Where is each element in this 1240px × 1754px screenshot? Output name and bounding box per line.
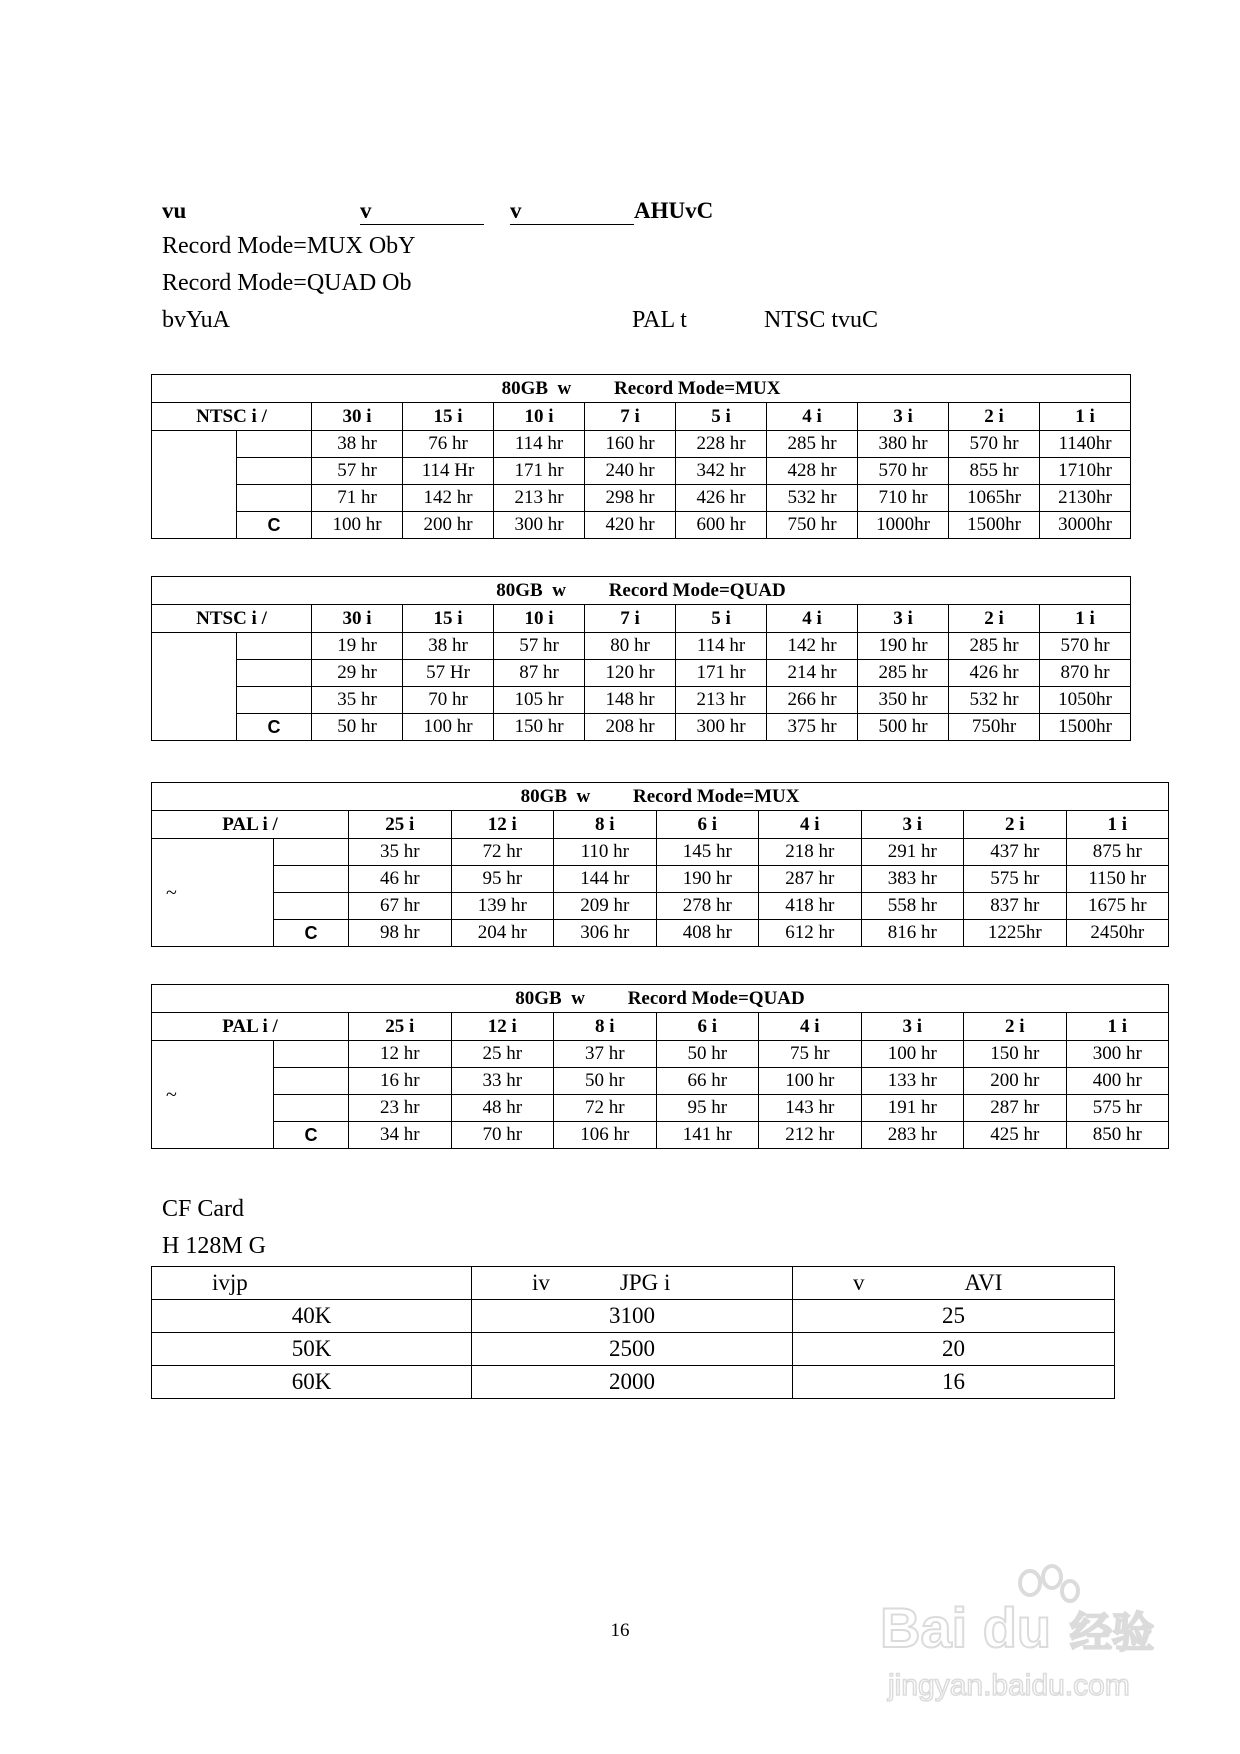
- cell: 190 hr: [656, 866, 759, 893]
- column-header: 2 i: [949, 403, 1040, 431]
- table-title: 80GB w Record Mode=QUAD: [152, 985, 1169, 1013]
- cell: 875 hr: [1066, 839, 1169, 866]
- column-header: 8 i: [554, 1013, 657, 1041]
- column-header: 30 i: [312, 605, 403, 633]
- column-header: 7 i: [585, 605, 676, 633]
- cell: 400 hr: [1066, 1068, 1169, 1095]
- section-heading: [162, 198, 186, 224]
- cell: 139 hr: [451, 893, 554, 920]
- cell: 558 hr: [861, 893, 964, 920]
- row-mark: [237, 633, 312, 660]
- table-row: [152, 633, 1131, 660]
- column-header: 15 i: [403, 403, 494, 431]
- cell: 71 hr: [312, 485, 403, 512]
- cell: 575 hr: [1066, 1095, 1169, 1122]
- cell: 1500hr: [949, 512, 1040, 539]
- cell: 38 hr: [312, 431, 403, 458]
- text-line-1: Record Mode=MUX ObY: [162, 233, 416, 259]
- cell: 70 hr: [451, 1122, 554, 1149]
- row-mark: [274, 893, 349, 920]
- row-mark: [274, 1095, 349, 1122]
- column-header: 4 i: [767, 403, 858, 431]
- table-row: [152, 839, 1169, 866]
- column-header: 8 i: [554, 811, 657, 839]
- cell: 29 hr: [312, 660, 403, 687]
- cell: 2130hr: [1040, 485, 1131, 512]
- cell: 1710hr: [1040, 458, 1131, 485]
- row-mark: [274, 1041, 349, 1068]
- cell: 1225hr: [964, 920, 1067, 947]
- cell: 50 hr: [656, 1041, 759, 1068]
- column-header: 12 i: [451, 811, 554, 839]
- table-row: [152, 1095, 1169, 1122]
- cell: 1000hr: [858, 512, 949, 539]
- cell: 133 hr: [861, 1068, 964, 1095]
- cell: 144 hr: [554, 866, 657, 893]
- cell: 50 hr: [312, 714, 403, 741]
- cell: 437 hr: [964, 839, 1067, 866]
- cell: 72 hr: [554, 1095, 657, 1122]
- cell: 200 hr: [964, 1068, 1067, 1095]
- cell: 600 hr: [676, 512, 767, 539]
- row-mark: [274, 866, 349, 893]
- cell: 532 hr: [949, 687, 1040, 714]
- table-row: [152, 1041, 1169, 1068]
- group-label: [152, 633, 237, 741]
- cell: 208 hr: [585, 714, 676, 741]
- text-line-3-ntsc: NTSC tvuC: [764, 307, 879, 333]
- watermark-brand: Bai du: [880, 1596, 1052, 1659]
- cell: 1675 hr: [1066, 893, 1169, 920]
- cell: 218 hr: [759, 839, 862, 866]
- column-header: 1 i: [1066, 811, 1169, 839]
- table-row: [152, 1300, 1115, 1333]
- table-row: [152, 431, 1131, 458]
- column-header: 1 i: [1066, 1013, 1169, 1041]
- cell: 114 hr: [494, 431, 585, 458]
- cell: 570 hr: [949, 431, 1040, 458]
- cell: 33 hr: [451, 1068, 554, 1095]
- column-header: 6 i: [656, 811, 759, 839]
- cf-card-line: CF Card: [162, 1196, 245, 1222]
- cell: 287 hr: [759, 866, 862, 893]
- cell: 750hr: [949, 714, 1040, 741]
- table-row: [152, 1068, 1169, 1095]
- table-row: [152, 1333, 1115, 1366]
- heading-blank-1: [360, 198, 484, 225]
- cell: 16: [793, 1366, 1115, 1399]
- cell: 57 hr: [494, 633, 585, 660]
- cell: 76 hr: [403, 431, 494, 458]
- cell: 34 hr: [349, 1122, 452, 1149]
- cell: 1500hr: [1040, 714, 1131, 741]
- ntsc-quad-table: [151, 576, 1131, 741]
- cell: 100 hr: [861, 1041, 964, 1068]
- cell: 204 hr: [451, 920, 554, 947]
- cell: 420 hr: [585, 512, 676, 539]
- column-header: 4 i: [759, 1013, 862, 1041]
- cell: 46 hr: [349, 866, 452, 893]
- cell: 342 hr: [676, 458, 767, 485]
- cell: 283 hr: [861, 1122, 964, 1149]
- heading-part-1: vu: [162, 198, 187, 223]
- cell: 50K: [152, 1333, 472, 1366]
- column-header: 12 i: [451, 1013, 554, 1041]
- column-header: 5 i: [676, 605, 767, 633]
- cell: 120 hr: [585, 660, 676, 687]
- cell: 70 hr: [403, 687, 494, 714]
- cell: 500 hr: [858, 714, 949, 741]
- row-mark: C: [274, 1122, 349, 1149]
- cell: 100 hr: [312, 512, 403, 539]
- cell: 145 hr: [656, 839, 759, 866]
- cell: 291 hr: [861, 839, 964, 866]
- row-mark: [237, 431, 312, 458]
- cell: 190 hr: [858, 633, 949, 660]
- cell: 80 hr: [585, 633, 676, 660]
- cell: 426 hr: [676, 485, 767, 512]
- text-line-2: Record Mode=QUAD Ob: [162, 270, 412, 296]
- cell: 570 hr: [858, 458, 949, 485]
- column-header: 2 i: [964, 1013, 1067, 1041]
- cell: 575 hr: [964, 866, 1067, 893]
- table-row: [152, 512, 1131, 539]
- pal-mux-table: [151, 782, 1169, 947]
- row-mark: C: [274, 920, 349, 947]
- cell: 191 hr: [861, 1095, 964, 1122]
- column-header: 10 i: [494, 605, 585, 633]
- cell: 23 hr: [349, 1095, 452, 1122]
- heading-part-3: v: [510, 198, 634, 225]
- cell: 200 hr: [403, 512, 494, 539]
- cell: 287 hr: [964, 1095, 1067, 1122]
- cell: 100 hr: [759, 1068, 862, 1095]
- cell: 143 hr: [759, 1095, 862, 1122]
- table-row: [152, 660, 1131, 687]
- cell: 114 Hr: [403, 458, 494, 485]
- cell: 285 hr: [767, 431, 858, 458]
- cell: 228 hr: [676, 431, 767, 458]
- heading-part-4: AHUvC: [634, 198, 714, 223]
- cell: 141 hr: [656, 1122, 759, 1149]
- column-header: 7 i: [585, 403, 676, 431]
- cell: 425 hr: [964, 1122, 1067, 1149]
- column-header: 25 i: [349, 811, 452, 839]
- cell: 375 hr: [767, 714, 858, 741]
- cell: 285 hr: [949, 633, 1040, 660]
- header-label: PAL i /: [152, 811, 349, 839]
- table-row: [152, 1122, 1169, 1149]
- cell: 855 hr: [949, 458, 1040, 485]
- header-label: NTSC i /: [152, 605, 312, 633]
- cell: 350 hr: [858, 687, 949, 714]
- table-row: [152, 714, 1131, 741]
- cell: 72 hr: [451, 839, 554, 866]
- watermark-cn: 经验: [1070, 1608, 1155, 1657]
- cell: 106 hr: [554, 1122, 657, 1149]
- column-header: 3 i: [858, 403, 949, 431]
- cell: 278 hr: [656, 893, 759, 920]
- cell: 95 hr: [451, 866, 554, 893]
- cell: 816 hr: [861, 920, 964, 947]
- cell: 285 hr: [858, 660, 949, 687]
- cell: 870 hr: [1040, 660, 1131, 687]
- page-number: 16: [610, 1620, 630, 1641]
- cell: 160 hr: [585, 431, 676, 458]
- cell: 105 hr: [494, 687, 585, 714]
- cell: 171 hr: [676, 660, 767, 687]
- cell: 98 hr: [349, 920, 452, 947]
- table-row: [152, 893, 1169, 920]
- table-title: 80GB w Record Mode=MUX: [152, 783, 1169, 811]
- cell: 532 hr: [767, 485, 858, 512]
- column-header: 4 i: [767, 605, 858, 633]
- table-row: [152, 1366, 1115, 1399]
- cell: 214 hr: [767, 660, 858, 687]
- group-label: ~: [152, 1041, 274, 1149]
- column-header: 2 i: [964, 811, 1067, 839]
- cell: 38 hr: [403, 633, 494, 660]
- heading-part-2: v: [360, 198, 484, 225]
- cell: 418 hr: [759, 893, 862, 920]
- cell: 428 hr: [767, 458, 858, 485]
- cf-header-jpg: iv JPG i: [472, 1267, 793, 1300]
- cell: 240 hr: [585, 458, 676, 485]
- cell: 37 hr: [554, 1041, 657, 1068]
- cf-capacity-line: H 128M G: [162, 1233, 267, 1259]
- ntsc-mux-table: [151, 374, 1131, 539]
- cell: 150 hr: [964, 1041, 1067, 1068]
- row-mark: C: [237, 512, 312, 539]
- cell: 850 hr: [1066, 1122, 1169, 1149]
- column-header: 1 i: [1040, 605, 1131, 633]
- cell: 75 hr: [759, 1041, 862, 1068]
- cell: 300 hr: [494, 512, 585, 539]
- row-mark: C: [237, 714, 312, 741]
- group-label: ~: [152, 839, 274, 947]
- pal-quad-table: [151, 984, 1169, 1149]
- cell: 95 hr: [656, 1095, 759, 1122]
- watermark-url: jingyan.baidu.com: [888, 1669, 1130, 1702]
- cell: 148 hr: [585, 687, 676, 714]
- group-label: [152, 431, 237, 539]
- cell: 1065hr: [949, 485, 1040, 512]
- cell: 16 hr: [349, 1068, 452, 1095]
- table-row: [152, 458, 1131, 485]
- cell: 298 hr: [585, 485, 676, 512]
- cell: 209 hr: [554, 893, 657, 920]
- cf-header-avi: v AVI: [793, 1267, 1115, 1300]
- cell: 750 hr: [767, 512, 858, 539]
- cell: 67 hr: [349, 893, 452, 920]
- cf-header-size: ivjp: [152, 1267, 472, 1300]
- column-header: 4 i: [759, 811, 862, 839]
- cell: 142 hr: [403, 485, 494, 512]
- table-row: [152, 485, 1131, 512]
- cell: 50 hr: [554, 1068, 657, 1095]
- cell: 380 hr: [858, 431, 949, 458]
- row-mark: [237, 660, 312, 687]
- cell: 837 hr: [964, 893, 1067, 920]
- cell: 1150 hr: [1066, 866, 1169, 893]
- cell: 57 Hr: [403, 660, 494, 687]
- cell: 612 hr: [759, 920, 862, 947]
- cell: 25 hr: [451, 1041, 554, 1068]
- cell: 48 hr: [451, 1095, 554, 1122]
- column-header: 1 i: [1040, 403, 1131, 431]
- cell: 20: [793, 1333, 1115, 1366]
- column-header: 2 i: [949, 605, 1040, 633]
- cell: 171 hr: [494, 458, 585, 485]
- baidu-watermark-logo: [880, 1555, 1180, 1715]
- column-header: 10 i: [494, 403, 585, 431]
- text-line-3: bvYuA: [162, 307, 231, 333]
- cell: 60K: [152, 1366, 472, 1399]
- cell: 408 hr: [656, 920, 759, 947]
- cell: 1140hr: [1040, 431, 1131, 458]
- cell: 100 hr: [403, 714, 494, 741]
- column-header: 30 i: [312, 403, 403, 431]
- cell: 114 hr: [676, 633, 767, 660]
- cell: 306 hr: [554, 920, 657, 947]
- cell: 66 hr: [656, 1068, 759, 1095]
- column-header: 3 i: [861, 1013, 964, 1041]
- table-row: [152, 920, 1169, 947]
- cell: 142 hr: [767, 633, 858, 660]
- cell: 40K: [152, 1300, 472, 1333]
- cell: 426 hr: [949, 660, 1040, 687]
- cell: 57 hr: [312, 458, 403, 485]
- cell: 12 hr: [349, 1041, 452, 1068]
- cell: 383 hr: [861, 866, 964, 893]
- cell: 212 hr: [759, 1122, 862, 1149]
- column-header: 15 i: [403, 605, 494, 633]
- cell: 25: [793, 1300, 1115, 1333]
- heading-blank-2: [510, 198, 713, 225]
- column-header: 3 i: [861, 811, 964, 839]
- cell: 2450hr: [1066, 920, 1169, 947]
- cell: 19 hr: [312, 633, 403, 660]
- text-line-3-pal: PAL t: [632, 307, 687, 333]
- cell: 35 hr: [349, 839, 452, 866]
- cell: 110 hr: [554, 839, 657, 866]
- row-mark: [237, 485, 312, 512]
- row-mark: [274, 839, 349, 866]
- cell: 87 hr: [494, 660, 585, 687]
- header-label: NTSC i /: [152, 403, 312, 431]
- table-row: [152, 687, 1131, 714]
- cell: 266 hr: [767, 687, 858, 714]
- cell: 300 hr: [676, 714, 767, 741]
- table-row: [152, 866, 1169, 893]
- column-header: 5 i: [676, 403, 767, 431]
- row-mark: [274, 1068, 349, 1095]
- cell: 213 hr: [494, 485, 585, 512]
- cell: 35 hr: [312, 687, 403, 714]
- cell: 2000: [472, 1366, 793, 1399]
- cell: 3100: [472, 1300, 793, 1333]
- cell: 2500: [472, 1333, 793, 1366]
- cell: 300 hr: [1066, 1041, 1169, 1068]
- cell: 150 hr: [494, 714, 585, 741]
- table-title: 80GB w Record Mode=MUX: [152, 375, 1131, 403]
- cf-card-table: [151, 1266, 1115, 1399]
- cf-header-row: [152, 1267, 1115, 1300]
- column-header: 3 i: [858, 605, 949, 633]
- cell: 710 hr: [858, 485, 949, 512]
- cell: 213 hr: [676, 687, 767, 714]
- column-header: 6 i: [656, 1013, 759, 1041]
- header-label: PAL i /: [152, 1013, 349, 1041]
- row-mark: [237, 458, 312, 485]
- table-title: 80GB w Record Mode=QUAD: [152, 577, 1131, 605]
- cell: 1050hr: [1040, 687, 1131, 714]
- column-header: 25 i: [349, 1013, 452, 1041]
- row-mark: [237, 687, 312, 714]
- cell: 570 hr: [1040, 633, 1131, 660]
- cell: 3000hr: [1040, 512, 1131, 539]
